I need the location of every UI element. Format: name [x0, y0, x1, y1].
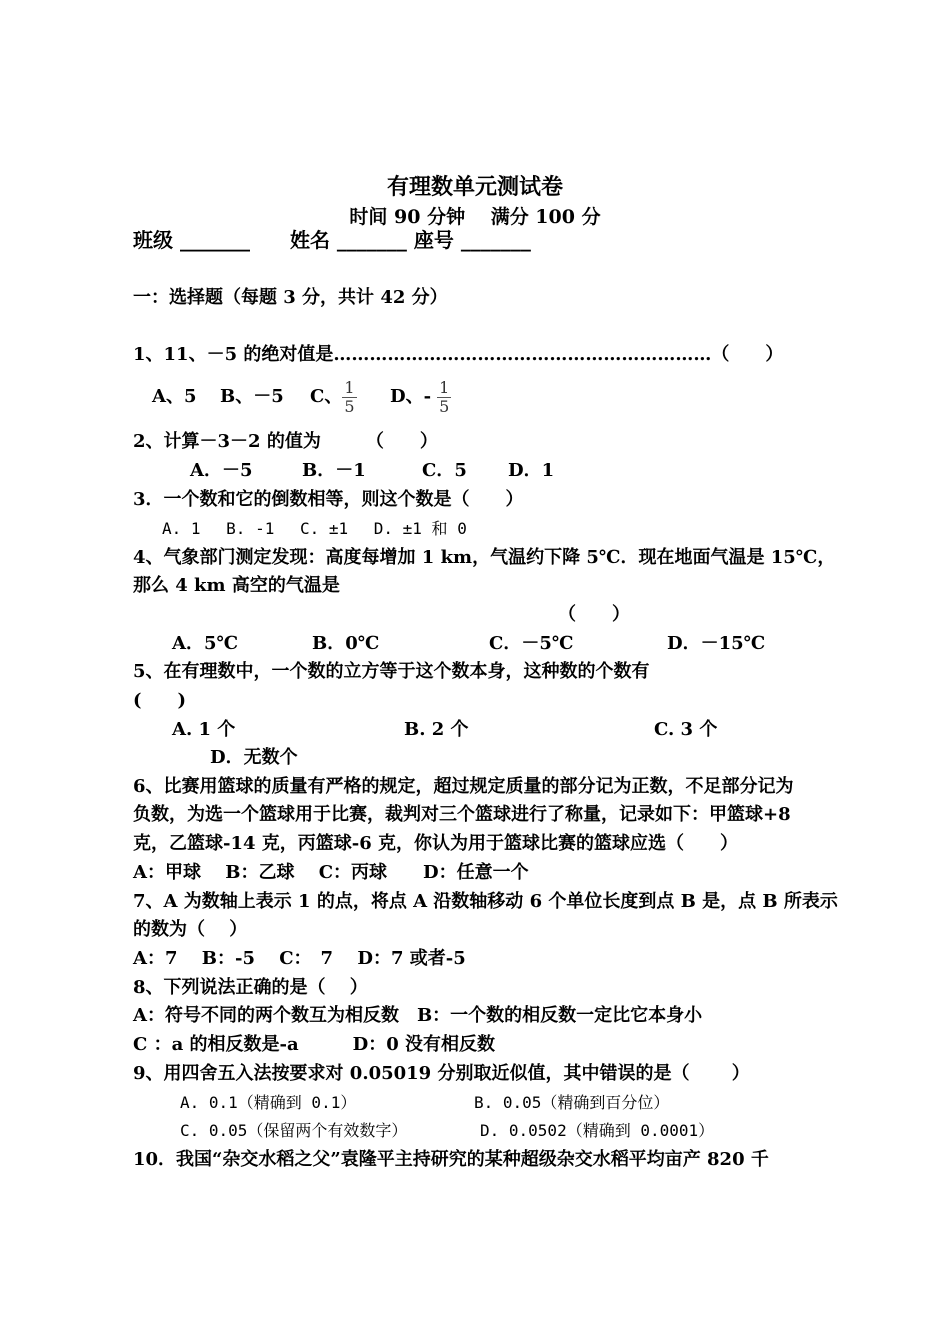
q5-option-c: C. 3 个	[654, 719, 718, 740]
q1-stem: 1、11、－5 的绝对值是………………………………………………………（ ）	[133, 344, 784, 365]
q5-stem: 5、在有理数中，一个数的立方等于这个数本身，这种数的个数有	[133, 661, 650, 682]
q10-stem: 10．我国“杂交水稻之父”袁隆平主持研究的某种超级杂交水稻平均亩产 820 千	[133, 1149, 769, 1170]
q9-stem: 9、用四舍五入法按要求对 0.05019 分别取近似值，其中错误的是（ ）	[133, 1063, 750, 1084]
q4-answer-paren: （ ）	[558, 604, 630, 625]
fraction-numerator: 1	[344, 377, 355, 397]
q1-option-d-label: D、-	[390, 386, 432, 407]
q1-option-a: A、5	[152, 386, 197, 407]
q4-option-c: C．－5℃	[489, 633, 574, 654]
q4-option-a: A．5℃	[172, 633, 239, 654]
q8-stem: 8、下列说法正确的是（ ）	[133, 977, 368, 998]
q5-option-b: B. 2 个	[404, 719, 469, 740]
fraction-numerator: 1	[439, 377, 450, 397]
q3-stem: 3．一个数和它的倒数相等，则这个数是（ ）	[133, 489, 524, 510]
q5-option-d: D．无数个	[210, 747, 298, 768]
q4-line2: 那么 4 km 高空的气温是	[133, 575, 340, 596]
q3-options: A. 1 B. -1 C. ±1 D. ±1 和 0	[162, 519, 467, 538]
q2-option-c: C．5	[422, 460, 467, 481]
q2-option-d: D．1	[508, 460, 555, 481]
q9-option-b: B. 0.05（精确到百分位）	[474, 1093, 670, 1112]
q1-option-c	[310, 372, 357, 422]
q5-option-a: A. 1 个	[172, 719, 236, 740]
q2-stem: 2、计算－3－2 的值为 （ ）	[133, 431, 438, 452]
q1-option-b: B、－5	[220, 386, 284, 407]
q6-line2: 负数，为选一个篮球用于比赛，裁判对三个篮球进行了称量，记录如下：甲篮球+8	[133, 804, 791, 825]
q4-option-d: D．－15℃	[667, 633, 766, 654]
q1-option-d-fraction	[437, 379, 451, 416]
q9-option-c: C. 0.05（保留两个有效数字）	[180, 1121, 408, 1140]
q1-option-c-label: C、	[310, 386, 343, 407]
q4-line1: 4、气象部门测定发现：高度每增加 1 km，气温约下降 5℃．现在地面气温是 15℃，	[133, 547, 836, 568]
q4-option-b: B．0℃	[312, 633, 380, 654]
q1-option-c-fraction	[342, 379, 356, 416]
q2-option-b: B．－1	[302, 460, 366, 481]
q2-option-a: A．－5	[190, 460, 253, 481]
q7-line1: 7、A 为数轴上表示 1 的点，将点 A 沿数轴移动 6 个单位长度到点 B 是，点 B 所表示	[133, 891, 838, 912]
q7-line2: 的数为（ ）	[133, 919, 248, 940]
fraction-denominator: 5	[439, 396, 450, 416]
q9-option-a: A. 0.1（精确到 0.1）	[180, 1093, 357, 1112]
exam-title: 有理数单元测试卷	[386, 174, 563, 200]
q8-options-ab: A：符号不同的两个数互为相反数 B：一个数的相反数一定比它本身小	[133, 1005, 703, 1026]
section1-heading: 一：选择题（每题 3 分，共计 42 分）	[133, 287, 448, 308]
q5-answer-paren: ( )	[133, 690, 187, 711]
exam-subtitle: 时间 90 分钟 满分 100 分	[349, 206, 601, 228]
q7-options: A：7 B：-5 C： 7 D：7 或者-5	[133, 948, 466, 969]
q8-options-cd: C ：a 的相反数是-a D：0 没有相反数	[133, 1034, 496, 1055]
q6-options: A：甲球 B：乙球 C：丙球 D：任意一个	[133, 862, 529, 883]
q6-line3: 克，乙篮球-14 克，丙篮球-6 克，你认为用于篮球比赛的篮球应选（ ）	[133, 833, 739, 854]
q9-option-d: D. 0.0502（精确到 0.0001）	[480, 1121, 715, 1140]
q1-option-d	[390, 372, 451, 422]
student-info-line: 班级 _______ 姓名 _______ 座号 _______	[133, 228, 531, 252]
fraction-denominator: 5	[344, 396, 355, 416]
q6-line1: 6、比赛用篮球的质量有严格的规定，超过规定质量的部分记为正数，不足部分记为	[133, 776, 794, 797]
